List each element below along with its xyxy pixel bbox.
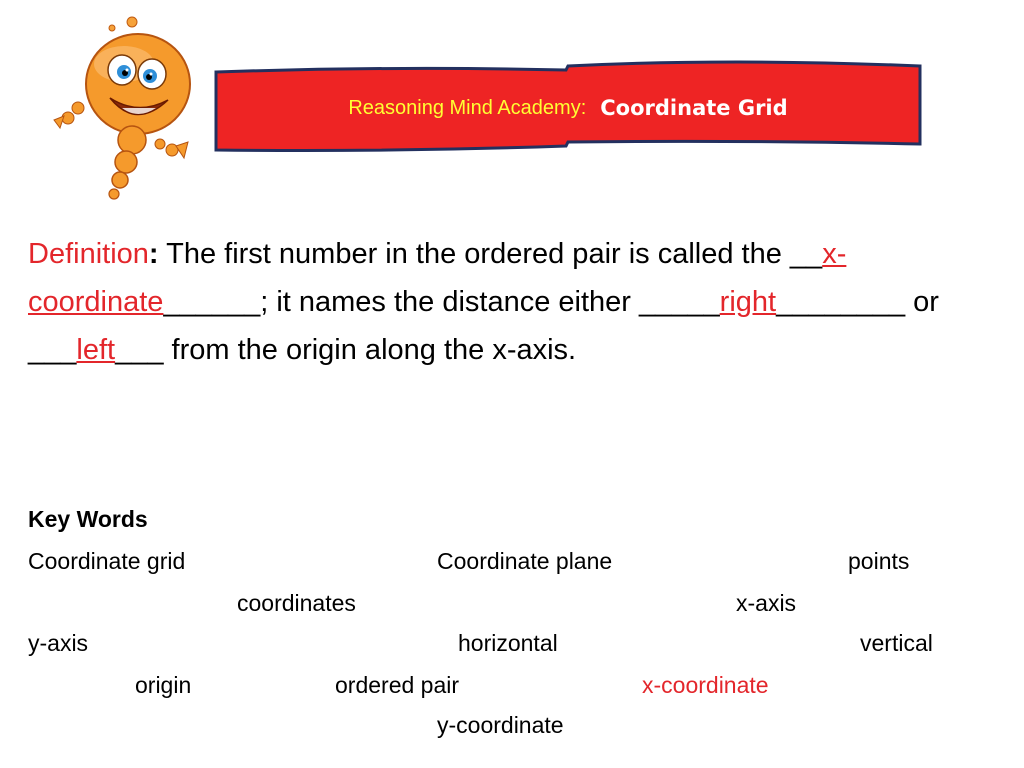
key-word-item: y-axis: [28, 630, 89, 656]
definition-colon: :: [148, 238, 159, 270]
key-word-item: horizontal: [458, 630, 558, 656]
definition-text-1: The first number in the ordered pair is called the __: [158, 238, 823, 270]
key-word-item: ordered pair: [335, 672, 460, 698]
title-banner: [212, 60, 924, 156]
key-word-item: Coordinate grid: [28, 548, 186, 574]
definition-text-4: ___ from the origin along the x-axis.: [115, 334, 577, 366]
key-word-item: points: [848, 548, 910, 574]
banner-prefix: Reasoning Mind Academy:: [348, 96, 587, 119]
key-word-item: y-coordinate: [437, 712, 564, 738]
key-word-item: vertical: [860, 630, 933, 656]
definition-text-3: ________ or ___: [28, 286, 939, 366]
answer-right: right: [719, 286, 777, 318]
answer-x-coordinate: x-coordinate: [28, 238, 847, 318]
key-word-item: origin: [135, 672, 192, 698]
definition-paragraph: [28, 230, 998, 374]
key-words-heading: Key Words: [28, 506, 148, 532]
definition-text-2: ______; it names the distance either _____: [163, 286, 720, 318]
key-word-item: coordinates: [237, 590, 356, 616]
key-word-item-highlighted: x-coordinate: [642, 672, 769, 698]
answer-left: left: [76, 334, 116, 366]
orange-cartoon-character-icon: [52, 12, 194, 204]
definition-label: Definition: [28, 238, 149, 270]
key-word-item: Coordinate plane: [437, 548, 613, 574]
mascot-logo: [52, 12, 194, 204]
banner-topic: Coordinate Grid: [600, 96, 788, 120]
key-word-item: x-axis: [736, 590, 797, 616]
